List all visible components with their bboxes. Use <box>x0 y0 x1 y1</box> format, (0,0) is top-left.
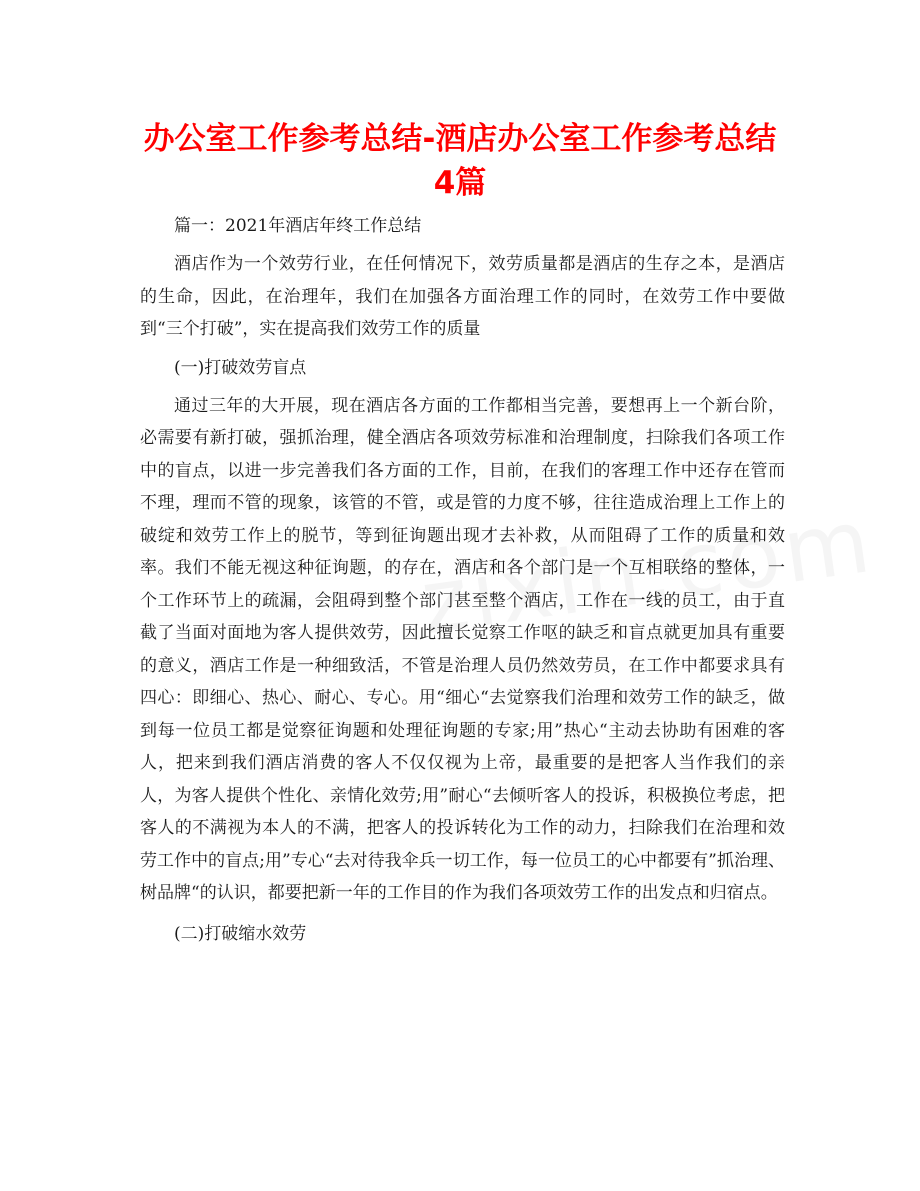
paragraph-main: 通过三年的大开展，现在酒店各方面的工作都相当完善，要想再上一个新台阶，必需要有新打破，强抓治理，健全酒店各项效劳标准和治理制度，扫除我们各项工作中的盲点，以进一步完善我们各方面的工作，目前，在我们的客理工作中还存在管而不理，理而不管的现象，该管的不管，或是管的力度不够，往往造成治理上工作上的破绽和效劳工作上的脱节，等到征询题出现才去补救，从而阻碍了工作的质量和效率。我们不能无视这种征询题，的存在，酒店和各个部门是一个互相联络的整体，一个工作环节上的疏漏，会阻碍到整个部门甚至整个酒店，工作在一线的员工，由于直截了当面对面地为客人提供效劳，因此擅长觉察工作呕的缺乏和盲点就更加具有重要的意义，酒店工作是一种细致活，不管是治理人员仍然效劳员，在工作中都要求具有四心：即细心、热心、耐心、专心。用“细心“去觉察我们治理和效劳工作的缺乏，做到每一位员工都是觉察征询题和处理征询题的专家;用”热心“主动去协助有困难的客人，把来到我们酒店消费的客人不仅仅视为上帝，最重要的是把客人当作我们的亲人，为客人提供个性化、亲情化效劳;用”耐心“去倾听客人的投诉，积极换位考虑，把客人的不满视为本人的不满，把客人的投诉转化为工作的动力，扫除我们在治理和效劳工作中的盲点;用”专心“去对待我伞兵一切工作，每一位员工的心中都要有”抓治理、树品牌“的认识，都要把新一年的工作目的作为我们各项效劳工作的出发点和归宿点。 <box>140 395 785 903</box>
paragraph-intro: 酒店作为一个效劳行业，在任何情况下，效劳质量都是酒店的生存之本，是酒店的生命，因此，在治理年，我们在加强各方面治理工作的同时，在效劳工作中要做到“三个打破”，实在提高我们效劳工作的质量 <box>140 254 785 339</box>
document-title-line2: 4篇 <box>433 165 487 201</box>
subsection-heading-2: (二)打破缩水效劳 <box>174 923 307 944</box>
subsection-heading-1: (一)打破效劳盲点 <box>174 357 307 378</box>
section-heading: 篇一：2021年酒店年终工作总结 <box>174 216 422 236</box>
document-title-line1: 办公室工作参考总结-酒店办公室工作参考总结 <box>143 121 777 157</box>
document-body <box>140 210 785 950</box>
